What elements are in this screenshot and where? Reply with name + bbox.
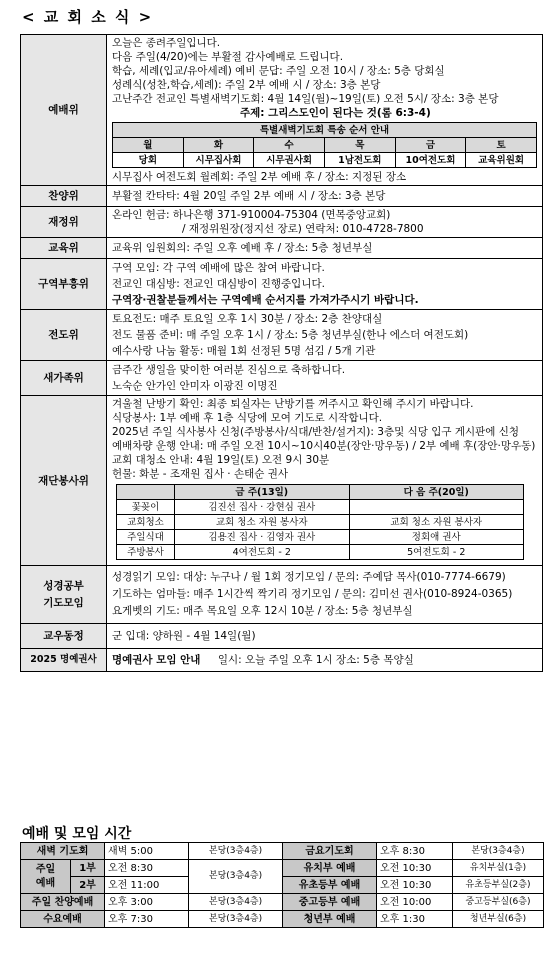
schedule-time: 새벽 5:00 bbox=[105, 843, 189, 860]
notice-line: 토요전도: 매주 토요일 오후 1시 30분 / 장소: 2층 찬양대실 bbox=[112, 313, 383, 325]
notice-line: 식당봉사: 1부 예배 후 1층 식당에 모여 기도로 시작합니다. bbox=[112, 412, 383, 424]
schedule-time: 오후 8:30 bbox=[377, 843, 453, 860]
section-head-bible bbox=[21, 566, 107, 624]
notice-line: 부활절 칸타타: 4월 20일 주일 2부 예배 시 / 장소: 3층 본당 bbox=[112, 190, 386, 202]
section-military bbox=[21, 624, 543, 649]
section-head-facilities: 재단봉사위 bbox=[21, 396, 107, 566]
notice-line: 시무집사 여전도회 월례회: 주일 2부 예배 후 / 장소: 지정된 장소 bbox=[112, 171, 407, 183]
schedule-name: 새벽 기도회 bbox=[21, 843, 105, 860]
duty-this: 김용진 집사 · 김영자 권사 bbox=[175, 530, 350, 545]
head-line: 성경공부 bbox=[43, 579, 84, 592]
section-praise bbox=[21, 186, 543, 207]
duty-col-next-week: 다 음 주(20일) bbox=[349, 485, 524, 500]
notice-line: 구역장·권찰분들께서는 구역예배 순서지를 가져가주시기 바랍니다. bbox=[112, 294, 419, 306]
day-cell: 토 bbox=[466, 138, 537, 153]
team-cell: 시무권사회 bbox=[254, 153, 325, 168]
section-body-worship bbox=[107, 35, 543, 186]
schedule-part: 1부 bbox=[71, 860, 105, 877]
day-cell: 수 bbox=[254, 138, 325, 153]
section-facilities bbox=[21, 396, 543, 566]
notice-line: 2025년 주일 식사봉사 신청(주방봉사/식대/반찬/설거지): 3층및 식당 입구 게시판에 신청 bbox=[112, 426, 520, 438]
notice-theme: 주제: 그리스도인이 된다는 것(롬 6:3-4) bbox=[240, 107, 431, 119]
schedule-time: 오전 8:30 bbox=[105, 860, 189, 877]
schedule-place: 본당(3층4층) bbox=[453, 843, 544, 860]
day-cell: 금 bbox=[395, 138, 466, 153]
section-body-military bbox=[107, 624, 543, 649]
notice-line: 교회 대청소 안내: 4월 19일(토) 오전 9시 30분 bbox=[112, 454, 330, 466]
notice-line: 성례식(성찬,학습,세례): 주일 2부 예배 시 / 장소: 3층 본당 bbox=[112, 79, 381, 91]
team-cell: 10여전도회 bbox=[395, 153, 466, 168]
schedule-name: 중고등부 예배 bbox=[283, 894, 377, 911]
duty-table bbox=[116, 484, 524, 560]
schedule-time: 오후 7:30 bbox=[105, 911, 189, 928]
section-head-evangelism: 전도위 bbox=[21, 310, 107, 361]
schedule-table bbox=[20, 842, 544, 928]
notice-line: 군 입대: 양하원 - 4월 14일(월) bbox=[112, 630, 256, 642]
notice-line: 헌물: 화분 - 조재원 집사 · 손태순 권사 bbox=[112, 468, 289, 480]
honorary-info: 일시: 오늘 주일 오후 1시 장소: 5층 목양실 bbox=[217, 654, 414, 666]
schedule-place: 중고등부실(6층) bbox=[453, 894, 544, 911]
notice-line: 온라인 헌금: 하나은행 371-910004-75304 (면목중앙교회) bbox=[112, 209, 391, 221]
section-body-finance bbox=[107, 207, 543, 238]
section-head-worship: 예배위 bbox=[21, 35, 107, 186]
section-body-honorary bbox=[107, 649, 543, 672]
notice-line: 다음 주일(4/20)에는 부활절 감사예배로 드립니다. bbox=[112, 51, 344, 63]
notice-line: 예배차량 운행 안내: 매 주일 오전 10시~10시40분(장안·망우동) / 2부 예배 후(장안·망우동) bbox=[112, 440, 536, 452]
schedule-name: 유초등부 예배 bbox=[283, 877, 377, 894]
day-cell: 화 bbox=[183, 138, 254, 153]
section-honorary bbox=[21, 649, 543, 672]
team-cell: 1남전도회 bbox=[324, 153, 395, 168]
section-head-education: 교육위 bbox=[21, 238, 107, 259]
schedule-place: 청년부실(6층) bbox=[453, 911, 544, 928]
section-worship bbox=[21, 35, 543, 186]
head-line: 기도모임 bbox=[43, 596, 84, 609]
schedule-time: 오전 10:30 bbox=[377, 877, 453, 894]
schedule-sunday-head bbox=[21, 860, 71, 894]
page-title: < 교 회 소 식 > bbox=[22, 8, 154, 26]
schedule-time: 오전 11:00 bbox=[105, 877, 189, 894]
notice-line: 겨울철 난방기 확인: 최종 퇴실자는 난방기를 꺼주시고 확인해 주시기 바랍니다. bbox=[112, 398, 474, 410]
section-body-newfamily bbox=[107, 361, 543, 396]
notice-line: 예수사랑 나눔 활동: 매월 1회 선정된 5명 섬김 / 5개 기관 bbox=[112, 345, 376, 357]
section-body-facilities bbox=[107, 396, 543, 566]
duty-label: 주방봉사 bbox=[117, 545, 175, 560]
duty-this: 교회 청소 자원 봉사자 bbox=[175, 515, 350, 530]
notice-line: 구역 모임: 각 구역 예배에 많은 참여 바랍니다. bbox=[112, 262, 325, 274]
schedule-place: 본당(3층4층) bbox=[189, 911, 283, 928]
notice-line: 학습, 세례(입교/유아세례) 예비 문답: 주일 오전 10시 / 장소: 5층 당회실 bbox=[112, 65, 445, 77]
notice-line: 금주간 생일을 맞이한 여러분 진심으로 축하합니다. bbox=[112, 364, 346, 376]
schedule-place: 본당(3층4층) bbox=[189, 860, 283, 894]
section-evangelism bbox=[21, 310, 543, 361]
notice-line: 기도하는 엄마들: 매주 1시간씩 짝기리 정기모임 / 문의: 김미선 권사(010-8924-0365) bbox=[112, 588, 513, 600]
section-finance bbox=[21, 207, 543, 238]
section-body-evangelism bbox=[107, 310, 543, 361]
team-cell: 당회 bbox=[113, 153, 184, 168]
section-head-finance: 재정위 bbox=[21, 207, 107, 238]
schedule-time: 오전 10:30 bbox=[377, 860, 453, 877]
dawn-prayer-song-table bbox=[112, 122, 537, 168]
section-district bbox=[21, 259, 543, 310]
section-education bbox=[21, 238, 543, 259]
day-cell: 목 bbox=[324, 138, 395, 153]
section-head-newfamily: 새가족위 bbox=[21, 361, 107, 396]
church-news-table bbox=[20, 34, 543, 672]
schedule-title: 예배 및 모임 시간 bbox=[22, 826, 132, 842]
duty-label: 교회청소 bbox=[117, 515, 175, 530]
duty-next: 교회 청소 자원 봉사자 bbox=[349, 515, 524, 530]
schedule-place: 유초등부실(2층) bbox=[453, 877, 544, 894]
duty-label: 꽃꽂이 bbox=[117, 500, 175, 515]
notice-line: 고난주간 전교인 특별새벽기도회: 4월 14일(월)~19일(토) 오전 5시/ 장소: 3층 본당 bbox=[112, 93, 499, 105]
notice-line: 성경읽기 모임: 대상: 누구나 / 월 1회 정기모임 / 문의: 주예담 목사(010-7774-6679) bbox=[112, 571, 506, 583]
team-cell: 시무집사회 bbox=[183, 153, 254, 168]
schedule-time: 오후 3:00 bbox=[105, 894, 189, 911]
section-head-military: 교우동정 bbox=[21, 624, 107, 649]
section-head-praise: 찬양위 bbox=[21, 186, 107, 207]
schedule-name: 주일 찬양예배 bbox=[21, 894, 105, 911]
schedule-place: 본당(3층4층) bbox=[189, 843, 283, 860]
sunday-sub: 예배 bbox=[35, 877, 56, 889]
schedule-time: 오전 10:00 bbox=[377, 894, 453, 911]
honorary-label: 명예권사 모임 안내 bbox=[112, 654, 201, 666]
section-body-praise bbox=[107, 186, 543, 207]
team-cell: 교육위원회 bbox=[466, 153, 537, 168]
duty-next: 5여전도회 - 2 bbox=[349, 545, 524, 560]
section-head-district: 구역부흥위 bbox=[21, 259, 107, 310]
schedule-part: 2부 bbox=[71, 877, 105, 894]
schedule-name: 수요예배 bbox=[21, 911, 105, 928]
section-body-bible bbox=[107, 566, 543, 624]
notice-line: 교육위 임원회의: 주일 오후 예배 후 / 장소: 5층 청년부실 bbox=[112, 242, 373, 254]
duty-this: 김진선 집사 · 강현심 권사 bbox=[175, 500, 350, 515]
day-cell: 월 bbox=[113, 138, 184, 153]
schedule-place: 유치부실(1층) bbox=[453, 860, 544, 877]
schedule-name: 청년부 예배 bbox=[283, 911, 377, 928]
notice-line: / 재정위원장(정지선 장로) 연락처: 010-4728-7800 bbox=[182, 223, 424, 235]
section-bible bbox=[21, 566, 543, 624]
schedule-name: 금요기도회 bbox=[283, 843, 377, 860]
section-head-honorary: 2025 명예권사 bbox=[21, 649, 107, 672]
section-newfamily bbox=[21, 361, 543, 396]
birthday-names: 노숙순 안가인 안미자 이광진 이명진 bbox=[112, 380, 278, 392]
duty-next bbox=[349, 500, 524, 515]
duty-col-this-week: 금 주(13일) bbox=[175, 485, 350, 500]
notice-line: 오늘은 종려주일입니다. bbox=[112, 37, 221, 49]
section-body-district bbox=[107, 259, 543, 310]
duty-corner bbox=[117, 485, 175, 500]
schedule-place: 본당(3층4층) bbox=[189, 894, 283, 911]
duty-next: 정회애 권사 bbox=[349, 530, 524, 545]
notice-line: 전교인 대심방: 전교인 대심방이 진행중입니다. bbox=[112, 278, 325, 290]
notice-line: 전도 물품 준비: 매 주일 오후 1시 / 장소: 5층 청년부실(한나 에스더 여전도회) bbox=[112, 329, 469, 341]
duty-label: 주일식대 bbox=[117, 530, 175, 545]
duty-this: 4여전도회 - 2 bbox=[175, 545, 350, 560]
dawn-table-caption: 특별새벽기도회 특송 순서 안내 bbox=[113, 123, 537, 138]
schedule-name: 유치부 예배 bbox=[283, 860, 377, 877]
schedule-time: 오후 1:30 bbox=[377, 911, 453, 928]
section-body-education bbox=[107, 238, 543, 259]
notice-line: 요게벳의 기도: 매주 목요일 오후 12시 10분 / 장소: 5층 청년부실 bbox=[112, 605, 413, 617]
sunday-main: 주일 bbox=[35, 863, 56, 875]
